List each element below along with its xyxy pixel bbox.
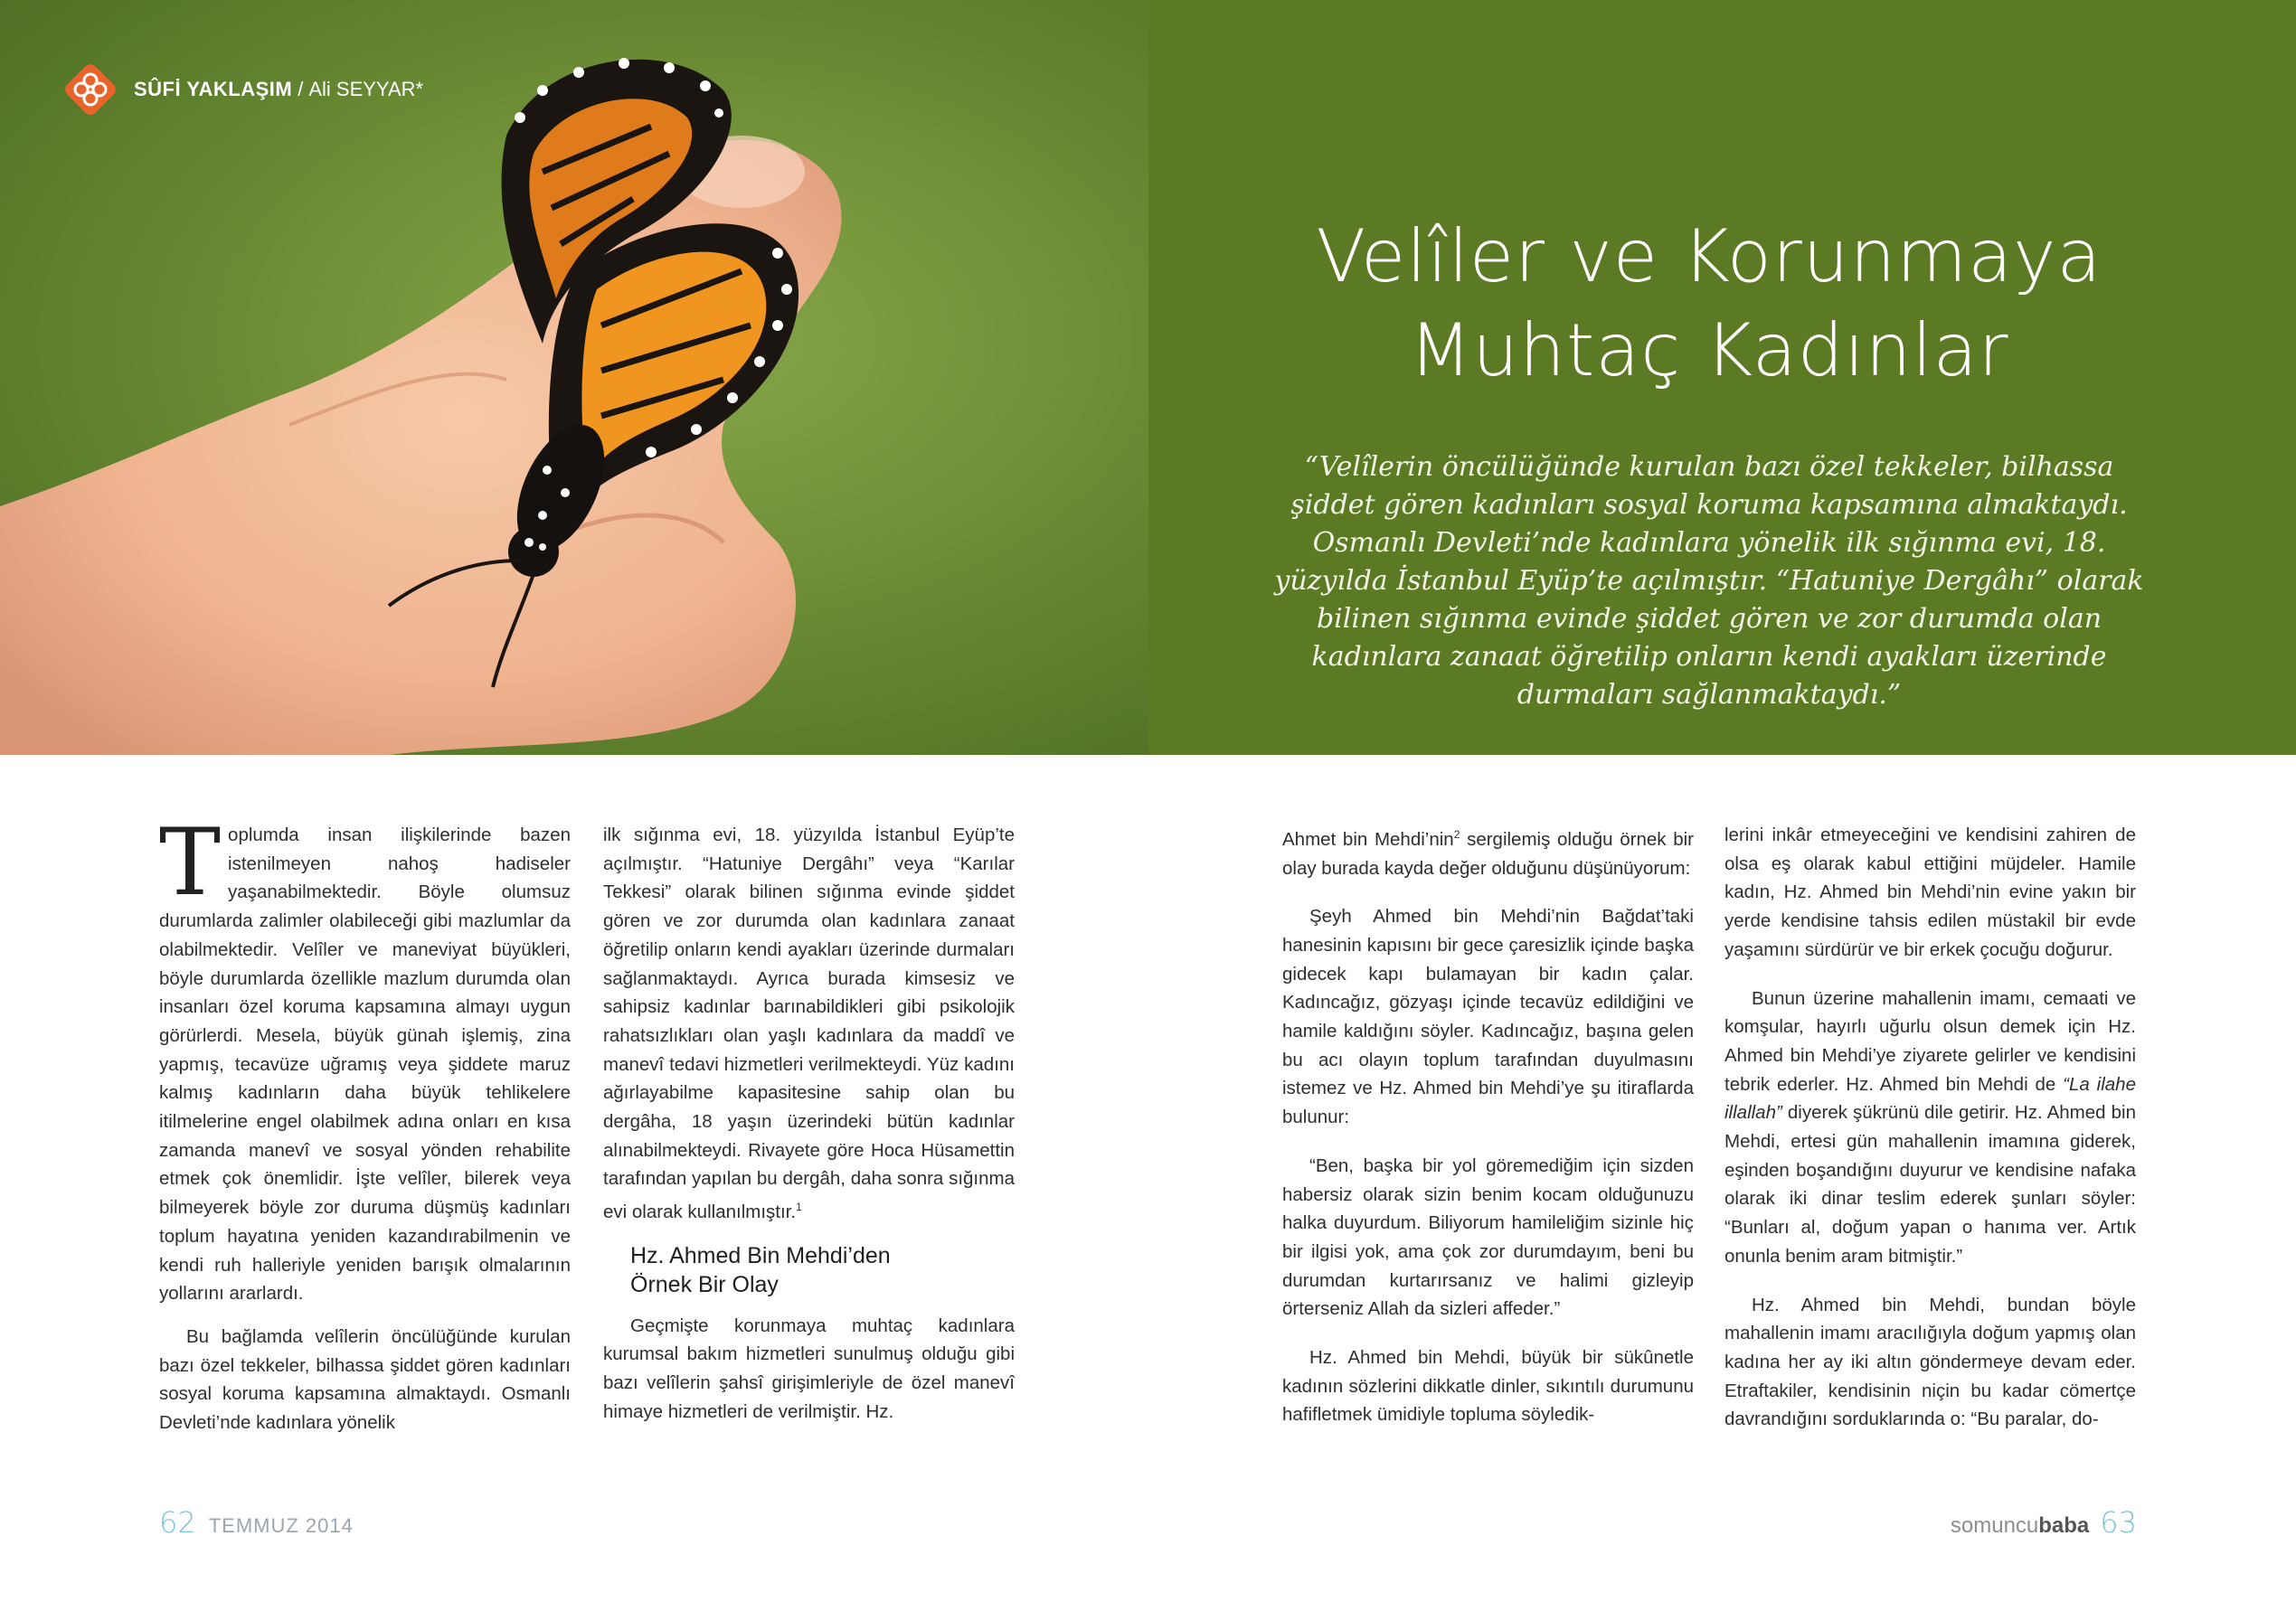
subheading-line-2: Örnek Bir Olay: [630, 1271, 779, 1297]
footnote-marker: 2: [1453, 828, 1460, 841]
issue-date: TEMMUZ 2014: [208, 1514, 354, 1537]
text-column-1: [159, 809, 571, 1437]
paragraph: Bunun üzerine mahallenin imamı, cemaati ve komşular, hayırlı uğurlu olsun demek için Hz. Ahmed bin Mehdi’ye ziyarete gelirler ve kendisini tebrik ederler. Hz. Ahmed bin Mehdi de: [1724, 987, 2136, 1095]
footer-right: [1951, 1505, 2137, 1540]
article-title-line-2: Muhtaç Kadınlar: [1409, 308, 2009, 392]
paragraph: Hz. Ahmed bin Mehdi, büyük bir sükûnetle kadının sözlerini dikkatle dinler, sıkıntılı durumunu hafifletmek ümidiyle topluma söyledik-: [1282, 1347, 1694, 1426]
quoted-paragraph: “Ben, başka bir yol göremediğim için sizden habersiz olarak sizin benim kocam olduğunuzu halka duyurdum. Biliyorum hamileliğim sizinle hiç bir ilgisi yok, ama çok zor durumdayım, beni bu durumdan kurtarırsanız ve halimi gizleyip örterseniz Allah da sizleri affeder.”: [1282, 1154, 1694, 1320]
page-number-right: 63: [2100, 1505, 2137, 1540]
paragraph: oplumda insan ilişkilerinde bazen istenilmeyen nahoş hadiseler yaşanabilmektedir. Böyle olumsuz durumlarda zalimler olabileceği gibi mazlumlar da olabilmektedir. Velîler ve maneviyat büyükleri, böyle durumlarda özellikle mazlum durumda olan insanları özel koruma kapsamına almayı uygun görürlerdi. Mesela, büyük günah işlemiş, zina yapmış, tecavüze uğramış veya şiddete maruz kalmış kadınların daha büyük tehlikelere itilmelerine engel olabilmek adına onları en kısa zamanda manevî ve sosyal yönden rehabilite etmek çok önemlidir. İşte velîler, bilerek veya bilmeyerek böyle zor duruma düşmüş kadınları toplum hayatına yeniden kazandırabilmenin ve kendi ruh halleriyle yeniden barışık olmalarının yollarını ararlardı.: [159, 825, 571, 1305]
diamond-knot-icon: [61, 61, 119, 118]
section-header: [61, 58, 423, 121]
page-number-left: 62: [159, 1505, 196, 1540]
text-column-3: [1282, 821, 1694, 1429]
text-column-2: [603, 821, 1015, 1426]
footnote-marker: 1: [796, 1201, 802, 1214]
paragraph: lerini inkâr etmeyeceğini ve kendisini zahiren de olsa eş olarak kabul ettiğini müjdeler. Hamile kadın, Hz. Ahmed bin Mehdi’nin evine yakın bir yerde kendisine tahsis edilen müstakil bir evde yaşamını sürdürür ve bir erkek çocuğu doğurur.: [1724, 825, 2136, 960]
subheading-line-1: Hz. Ahmed Bin Mehdi’den: [630, 1242, 891, 1268]
magazine-name-part-1: somuncu: [1950, 1513, 2039, 1538]
paragraph: Geçmişte korunmaya muhtaç kadınlara kurumsal bakım hizmetleri sunulmuş olduğu gibi bazı velîlerin şahsî girişimleriyle de özel manevî himaye hizmetleri de verilmiştir. Hz.: [603, 1315, 1015, 1422]
text-column-4: [1724, 821, 2136, 1434]
author-name: Ali SEYYAR*: [308, 78, 424, 100]
paragraph: Ahmet bin Mehdi’nin: [1282, 828, 1454, 850]
paragraph-cont: diyerek şükrünü dile getirir. Hz. Ahmed bin Mehdi, ertesi gün mahallenin imamına giderek, eşinden boşandığını duyurur ve kendisine nafaka olarak iki dinar teslim ederek şunları söyler: “Bunları al, doğum yapan o hanıma ver. Artık onunla benim aram bitmiştir.”: [1724, 1102, 2136, 1267]
drop-cap: T: [159, 809, 222, 917]
paragraph: ilk sığınma evi, 18. yüzyılda İstanbul Eyüp’te açılmıştır. “Hatuniye Dergâhı” veya “Karılar Tekkesi” olarak bilinen sığınma evinde şiddet gören ve zor durumda olan kadınlara zanaat öğretilip onların kendi ayakları üzerinde durmaları sağlanmaktaydı. Ayrıca burada kimsesiz ve sahipsiz kadınlar barınabildikleri gibi psikolojik rahatsızlıkları olan yaşlı kadınlara da maddî ve manevî tedavi hizmetleri verilmekteydi. Yüz kadını ağırlayabilme kapasitesine sahip olan bu dergâha, 18 yaşın üzerindeki bütün kadınlar alınabilmekteydi. Rivayete göre Hoca Hüsamettin tarafından yapılan bu dergâh, daha sonra sığınma evi olarak kullanılmıştır.: [603, 825, 1015, 1222]
magazine-name-part-2: baba: [2038, 1513, 2090, 1538]
subheading: [630, 1241, 1015, 1299]
section-name: SÛFİ YAKLAŞIM: [134, 78, 293, 100]
paragraph: Bu bağlamda velîlerin öncülüğünde kurulan bazı özel tekkeler, bilhassa şiddet gören kadınları sosyal koruma kapsamına almaktaydı. Osmanlı Devleti’nde kadınlara yönelik: [159, 1325, 571, 1434]
italic-phrase: “La ilahe illallah”: [1724, 1073, 2136, 1124]
article-title-line-1: Velîler ve Korunmaya: [1316, 214, 2102, 298]
pull-quote: “Velîlerin öncülüğünde kurulan bazı özel tekkeler, bilhassa şiddet gören kadınları sosyal koruma kapsamına almaktaydı. Osmanlı Devleti’nde kadınlara yönelik ilk sığınma evi, 18. yüzyılda İstanbul Eyüp’te açılmıştır. “Hatuniye Dergâhı” olarak bilinen sığınma evinde şiddet gören ve zor durumda olan kadınlara zanaat öğretilip onların kendi ayakları üzerinde durmaları sağlanmaktaydı.”: [1274, 451, 2144, 711]
paragraph: Hz. Ahmed bin Mehdi, bundan böyle mahallenin imamı aracılığıyla doğum yapmış olan kadına her ay iki altın göndermeye devam eder. Etraftakiler, kendisinin niçin bu kadar cömertçe davrandığını sorduklarında o: “Bu paralar, do-: [1724, 1294, 2136, 1430]
paragraph-cont: sergilemiş olduğu örnek bir olay burada kayda değer olduğunu düşünüyorum:: [1282, 828, 1694, 879]
header-separator: /: [298, 78, 304, 100]
article-title: [1176, 210, 2243, 398]
paragraph: Şeyh Ahmed bin Mehdi’nin Bağdat’taki hanesinin kapısını bir gece çaresizlik içinde başka gidecek kapı bulamayan bir kadın çalar. Kadıncağız, gözyaşı içinde tecavüz edildiğini ve hamile kaldığını söyler. Kadıncağız, başına gelen bu acı olayın toplum tarafından duyulmasını istemez ve Hz. Ahmed bin Mehdi’ye şu itiraflarda bulunur:: [1282, 906, 1694, 1128]
footer-left: [159, 1505, 354, 1540]
